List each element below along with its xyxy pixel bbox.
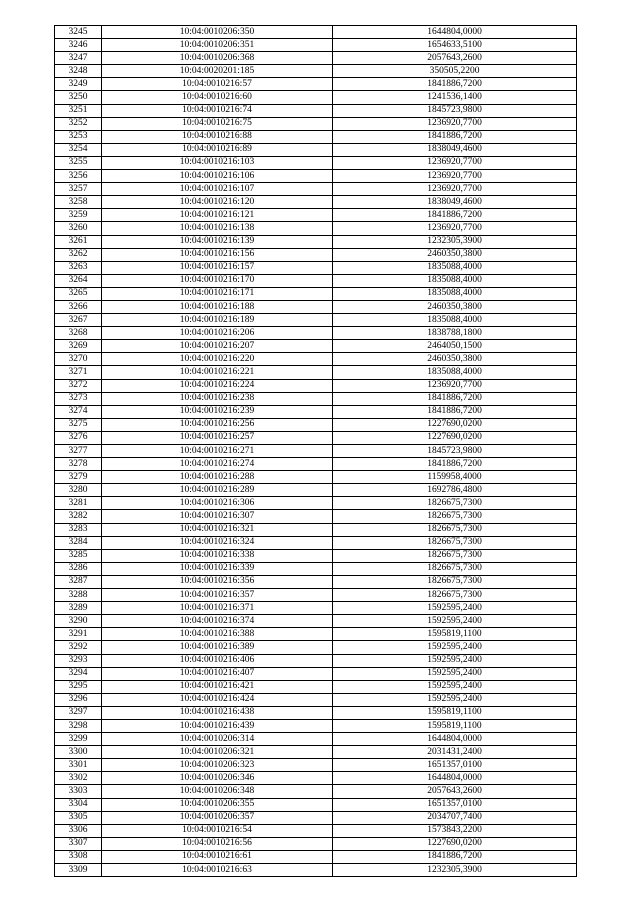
table-row — [55, 117, 577, 130]
cadastral-number-cell: 10:04:0010216:424 — [102, 693, 333, 706]
table-row — [55, 379, 577, 392]
cadastral-number-cell: 10:04:0010216:321 — [102, 523, 333, 536]
cadastral-value-cell: 1236920,7700 — [333, 222, 577, 235]
table-row — [55, 274, 577, 287]
row-number-cell: 3252 — [55, 117, 102, 130]
cadastral-value-cell: 1595819,1100 — [333, 719, 577, 732]
row-number-cell: 3295 — [55, 680, 102, 693]
row-number-cell: 3296 — [55, 693, 102, 706]
row-number-cell: 3292 — [55, 641, 102, 654]
cadastral-number-cell: 10:04:0010206:351 — [102, 39, 333, 52]
table-row — [55, 39, 577, 52]
row-number-cell: 3258 — [55, 196, 102, 209]
row-number-cell: 3272 — [55, 379, 102, 392]
cadastral-number-cell: 10:04:0010216:170 — [102, 274, 333, 287]
row-number-cell: 3279 — [55, 471, 102, 484]
table-row — [55, 130, 577, 143]
table-row — [55, 78, 577, 91]
row-number-cell: 3257 — [55, 183, 102, 196]
cadastral-value-cell: 1592595,2400 — [333, 680, 577, 693]
cadastral-number-cell: 10:04:0010216:271 — [102, 445, 333, 458]
cadastral-number-cell: 10:04:0010206:346 — [102, 772, 333, 785]
cadastral-value-cell: 1845723,9800 — [333, 445, 577, 458]
cadastral-value-cell: 1592595,2400 — [333, 615, 577, 628]
row-number-cell: 3276 — [55, 431, 102, 444]
table-row — [55, 772, 577, 785]
row-number-cell: 3303 — [55, 785, 102, 798]
cadastral-number-cell: 10:04:0010216:388 — [102, 628, 333, 641]
table-row — [55, 209, 577, 222]
table-row — [55, 850, 577, 863]
row-number-cell: 3286 — [55, 562, 102, 575]
table-row — [55, 156, 577, 169]
cadastral-number-cell: 10:04:0010216:356 — [102, 575, 333, 588]
row-number-cell: 3298 — [55, 719, 102, 732]
table-row — [55, 65, 577, 78]
cadastral-number-cell: 10:04:0010216:374 — [102, 615, 333, 628]
cadastral-value-cell: 1841886,7200 — [333, 209, 577, 222]
cadastral-number-cell: 10:04:0010216:89 — [102, 143, 333, 156]
cadastral-value-cell: 1227690,0200 — [333, 431, 577, 444]
cadastral-number-cell: 10:04:0010216:206 — [102, 327, 333, 340]
table-row — [55, 104, 577, 117]
cadastral-number-cell: 10:04:0010216:156 — [102, 248, 333, 261]
table-row — [55, 183, 577, 196]
table-row — [55, 261, 577, 274]
table-row — [55, 418, 577, 431]
cadastral-number-cell: 10:04:0010216:288 — [102, 471, 333, 484]
cadastral-value-cell: 2460350,3800 — [333, 353, 577, 366]
cadastral-value-cell: 1592595,2400 — [333, 602, 577, 615]
table-row — [55, 471, 577, 484]
row-number-cell: 3277 — [55, 445, 102, 458]
cadastral-number-cell: 10:04:0010216:103 — [102, 156, 333, 169]
table-row — [55, 785, 577, 798]
table-row — [55, 287, 577, 300]
table-row — [55, 811, 577, 824]
table-row — [55, 497, 577, 510]
row-number-cell: 3245 — [55, 26, 102, 39]
cadastral-number-cell: 10:04:0010216:88 — [102, 130, 333, 143]
table-row — [55, 824, 577, 837]
cadastral-value-cell: 1835088,4000 — [333, 287, 577, 300]
cadastral-value-cell: 1236920,7700 — [333, 379, 577, 392]
cadastral-value-cell: 1236920,7700 — [333, 183, 577, 196]
cadastral-number-cell: 10:04:0010216:389 — [102, 641, 333, 654]
cadastral-number-cell: 10:04:0010216:57 — [102, 78, 333, 91]
cadastral-number-cell: 10:04:0010216:106 — [102, 170, 333, 183]
table-row — [55, 602, 577, 615]
table-row — [55, 641, 577, 654]
cadastral-number-cell: 10:04:0010216:307 — [102, 510, 333, 523]
row-number-cell: 3282 — [55, 510, 102, 523]
document-page — [54, 25, 576, 877]
row-number-cell: 3284 — [55, 536, 102, 549]
table-row — [55, 405, 577, 418]
table-row — [55, 706, 577, 719]
cadastral-number-cell: 10:04:0010216:189 — [102, 314, 333, 327]
cadastral-number-cell: 10:04:0010216:438 — [102, 706, 333, 719]
cadastral-number-cell: 10:04:0010216:121 — [102, 209, 333, 222]
table-row — [55, 170, 577, 183]
cadastral-value-cell: 1826675,7300 — [333, 589, 577, 602]
cadastral-number-cell: 10:04:0010216:257 — [102, 431, 333, 444]
cadastral-number-cell: 10:04:0010216:339 — [102, 562, 333, 575]
row-number-cell: 3281 — [55, 497, 102, 510]
cadastral-value-cell: 1841886,7200 — [333, 392, 577, 405]
cadastral-number-cell: 10:04:0010216:54 — [102, 824, 333, 837]
cadastral-value-cell: 1232305,3900 — [333, 235, 577, 248]
table-row — [55, 366, 577, 379]
cadastral-value-cell: 1592595,2400 — [333, 667, 577, 680]
row-number-cell: 3270 — [55, 353, 102, 366]
row-number-cell: 3265 — [55, 287, 102, 300]
cadastral-value-cell: 1241536,1400 — [333, 91, 577, 104]
cadastral-number-cell: 10:04:0010216:107 — [102, 183, 333, 196]
cadastral-number-cell: 10:04:0010216:63 — [102, 864, 333, 877]
cadastral-value-cell: 1159958,4000 — [333, 471, 577, 484]
cadastral-value-cell: 1654633,5100 — [333, 39, 577, 52]
table-row — [55, 143, 577, 156]
row-number-cell: 3268 — [55, 327, 102, 340]
cadastral-number-cell: 10:04:0010216:338 — [102, 549, 333, 562]
cadastral-number-cell: 10:04:0010216:74 — [102, 104, 333, 117]
cadastral-value-cell: 1227690,0200 — [333, 837, 577, 850]
table-row — [55, 248, 577, 261]
cadastral-value-cell: 1826675,7300 — [333, 497, 577, 510]
cadastral-number-cell: 10:04:0010216:357 — [102, 589, 333, 602]
row-number-cell: 3288 — [55, 589, 102, 602]
cadastral-number-cell: 10:04:0010216:157 — [102, 261, 333, 274]
cadastral-number-cell: 10:04:0010216:439 — [102, 719, 333, 732]
cadastral-value-cell: 350505,2200 — [333, 65, 577, 78]
cadastral-number-cell: 10:04:0010206:368 — [102, 52, 333, 65]
row-number-cell: 3249 — [55, 78, 102, 91]
row-number-cell: 3283 — [55, 523, 102, 536]
table-row — [55, 327, 577, 340]
cadastral-number-cell: 10:04:0010206:348 — [102, 785, 333, 798]
row-number-cell: 3262 — [55, 248, 102, 261]
row-number-cell: 3261 — [55, 235, 102, 248]
cadastral-value-cell: 1236920,7700 — [333, 170, 577, 183]
table-row — [55, 693, 577, 706]
row-number-cell: 3275 — [55, 418, 102, 431]
table-row — [55, 52, 577, 65]
cadastral-value-cell: 1595819,1100 — [333, 628, 577, 641]
table-row — [55, 536, 577, 549]
table-row — [55, 26, 577, 39]
cadastral-number-cell: 10:04:0010216:56 — [102, 837, 333, 850]
cadastral-value-cell: 1573843,2200 — [333, 824, 577, 837]
row-number-cell: 3289 — [55, 602, 102, 615]
cadastral-value-cell: 1835088,4000 — [333, 314, 577, 327]
cadastral-value-cell: 1845723,9800 — [333, 104, 577, 117]
table-row — [55, 300, 577, 313]
cadastral-value-cell: 1227690,0200 — [333, 418, 577, 431]
cadastral-number-cell: 10:04:0010216:120 — [102, 196, 333, 209]
cadastral-number-cell: 10:04:0010206:350 — [102, 26, 333, 39]
cadastral-value-cell: 1826675,7300 — [333, 536, 577, 549]
row-number-cell: 3263 — [55, 261, 102, 274]
row-number-cell: 3294 — [55, 667, 102, 680]
table-row — [55, 837, 577, 850]
cadastral-value-cell: 2460350,3800 — [333, 300, 577, 313]
cadastral-value-cell: 2460350,3800 — [333, 248, 577, 261]
cadastral-number-cell: 10:04:0010216:224 — [102, 379, 333, 392]
cadastral-value-cell: 1838049,4600 — [333, 143, 577, 156]
cadastral-value-cell: 2034707,7400 — [333, 811, 577, 824]
row-number-cell: 3260 — [55, 222, 102, 235]
row-number-cell: 3259 — [55, 209, 102, 222]
cadastral-number-cell: 10:04:0010216:306 — [102, 497, 333, 510]
cadastral-number-cell: 10:04:0010216:139 — [102, 235, 333, 248]
row-number-cell: 3299 — [55, 733, 102, 746]
cadastral-value-cell: 1592595,2400 — [333, 693, 577, 706]
row-number-cell: 3266 — [55, 300, 102, 313]
cadastral-value-cell: 2031431,2400 — [333, 746, 577, 759]
table-row — [55, 484, 577, 497]
row-number-cell: 3248 — [55, 65, 102, 78]
cadastral-value-cell: 1592595,2400 — [333, 654, 577, 667]
cadastral-value-cell: 1595819,1100 — [333, 706, 577, 719]
row-number-cell: 3301 — [55, 759, 102, 772]
table-row — [55, 314, 577, 327]
cadastral-number-cell: 10:04:0010216:371 — [102, 602, 333, 615]
cadastral-value-cell: 1841886,7200 — [333, 850, 577, 863]
table-row — [55, 589, 577, 602]
row-number-cell: 3269 — [55, 340, 102, 353]
cadastral-number-cell: 10:04:0010216:421 — [102, 680, 333, 693]
cadastral-number-cell: 10:04:0010216:188 — [102, 300, 333, 313]
table-row — [55, 759, 577, 772]
row-number-cell: 3271 — [55, 366, 102, 379]
cadastral-value-cell: 1236920,7700 — [333, 117, 577, 130]
cadastral-value-cell: 1838788,1800 — [333, 327, 577, 340]
row-number-cell: 3264 — [55, 274, 102, 287]
cadastral-number-cell: 10:04:0010216:238 — [102, 392, 333, 405]
cadastral-number-cell: 10:04:0010206:323 — [102, 759, 333, 772]
row-number-cell: 3280 — [55, 484, 102, 497]
row-number-cell: 3291 — [55, 628, 102, 641]
cadastral-number-cell: 10:04:0010206:314 — [102, 733, 333, 746]
cadastral-value-cell: 1644804,0000 — [333, 772, 577, 785]
row-number-cell: 3256 — [55, 170, 102, 183]
cadastral-value-cell: 1841886,7200 — [333, 78, 577, 91]
table-row — [55, 392, 577, 405]
cadastral-number-cell: 10:04:0010216:274 — [102, 458, 333, 471]
cadastral-number-cell: 10:04:0010216:324 — [102, 536, 333, 549]
table-row — [55, 575, 577, 588]
row-number-cell: 3253 — [55, 130, 102, 143]
cadastral-number-cell: 10:04:0010216:256 — [102, 418, 333, 431]
cadastral-value-cell: 1651357,0100 — [333, 759, 577, 772]
row-number-cell: 3293 — [55, 654, 102, 667]
cadastral-value-table — [54, 25, 577, 877]
cadastral-number-cell: 10:04:0010216:289 — [102, 484, 333, 497]
table-row — [55, 431, 577, 444]
row-number-cell: 3250 — [55, 91, 102, 104]
table-row — [55, 628, 577, 641]
row-number-cell: 3305 — [55, 811, 102, 824]
table-row — [55, 235, 577, 248]
table-row — [55, 654, 577, 667]
table-row — [55, 615, 577, 628]
table-row — [55, 864, 577, 877]
row-number-cell: 3274 — [55, 405, 102, 418]
row-number-cell: 3308 — [55, 850, 102, 863]
row-number-cell: 3306 — [55, 824, 102, 837]
cadastral-value-cell: 1236920,7700 — [333, 156, 577, 169]
cadastral-value-cell: 1841886,7200 — [333, 405, 577, 418]
cadastral-number-cell: 10:04:0010216:61 — [102, 850, 333, 863]
row-number-cell: 3307 — [55, 837, 102, 850]
table-row — [55, 719, 577, 732]
cadastral-number-cell: 10:04:0010216:138 — [102, 222, 333, 235]
row-number-cell: 3246 — [55, 39, 102, 52]
row-number-cell: 3254 — [55, 143, 102, 156]
cadastral-value-cell: 1644804,0000 — [333, 26, 577, 39]
cadastral-value-cell: 1835088,4000 — [333, 261, 577, 274]
row-number-cell: 3287 — [55, 575, 102, 588]
table-row — [55, 340, 577, 353]
row-number-cell: 3267 — [55, 314, 102, 327]
cadastral-value-cell: 1592595,2400 — [333, 641, 577, 654]
table-row — [55, 746, 577, 759]
table-row — [55, 523, 577, 536]
cadastral-value-cell: 1692786,4800 — [333, 484, 577, 497]
row-number-cell: 3309 — [55, 864, 102, 877]
cadastral-value-cell: 1838049,4600 — [333, 196, 577, 209]
cadastral-number-cell: 10:04:0010216:407 — [102, 667, 333, 680]
cadastral-number-cell: 10:04:0010216:220 — [102, 353, 333, 366]
table-row — [55, 353, 577, 366]
table-row — [55, 798, 577, 811]
cadastral-number-cell: 10:04:0010216:60 — [102, 91, 333, 104]
row-number-cell: 3278 — [55, 458, 102, 471]
cadastral-value-cell: 1826675,7300 — [333, 575, 577, 588]
cadastral-number-cell: 10:04:0010216:239 — [102, 405, 333, 418]
cadastral-value-cell: 2057643,2600 — [333, 52, 577, 65]
cadastral-value-cell: 1826675,7300 — [333, 562, 577, 575]
row-number-cell: 3300 — [55, 746, 102, 759]
table-row — [55, 680, 577, 693]
row-number-cell: 3285 — [55, 549, 102, 562]
cadastral-number-cell: 10:04:0010206:321 — [102, 746, 333, 759]
cadastral-value-cell: 1841886,7200 — [333, 130, 577, 143]
cadastral-value-cell: 1826675,7300 — [333, 523, 577, 536]
cadastral-value-cell: 1232305,3900 — [333, 864, 577, 877]
cadastral-value-cell: 1826675,7300 — [333, 549, 577, 562]
row-number-cell: 3297 — [55, 706, 102, 719]
cadastral-value-cell: 1835088,4000 — [333, 366, 577, 379]
table-row — [55, 196, 577, 209]
cadastral-value-cell: 2464050,1500 — [333, 340, 577, 353]
cadastral-number-cell: 10:04:0020201:185 — [102, 65, 333, 78]
table-row — [55, 562, 577, 575]
table-row — [55, 458, 577, 471]
cadastral-number-cell: 10:04:0010216:221 — [102, 366, 333, 379]
table-row — [55, 549, 577, 562]
cadastral-number-cell: 10:04:0010216:406 — [102, 654, 333, 667]
cadastral-value-cell: 2057643,2600 — [333, 785, 577, 798]
row-number-cell: 3251 — [55, 104, 102, 117]
table-row — [55, 222, 577, 235]
cadastral-number-cell: 10:04:0010206:355 — [102, 798, 333, 811]
cadastral-number-cell: 10:04:0010216:75 — [102, 117, 333, 130]
table-row — [55, 91, 577, 104]
cadastral-value-cell: 1835088,4000 — [333, 274, 577, 287]
table-row — [55, 733, 577, 746]
table-row — [55, 510, 577, 523]
row-number-cell: 3255 — [55, 156, 102, 169]
table-row — [55, 667, 577, 680]
table-body — [55, 26, 577, 877]
cadastral-value-cell: 1651357,0100 — [333, 798, 577, 811]
row-number-cell: 3302 — [55, 772, 102, 785]
cadastral-number-cell: 10:04:0010216:207 — [102, 340, 333, 353]
row-number-cell: 3290 — [55, 615, 102, 628]
cadastral-value-cell: 1841886,7200 — [333, 458, 577, 471]
table-row — [55, 445, 577, 458]
row-number-cell: 3273 — [55, 392, 102, 405]
cadastral-value-cell: 1644804,0000 — [333, 733, 577, 746]
cadastral-number-cell: 10:04:0010206:357 — [102, 811, 333, 824]
row-number-cell: 3304 — [55, 798, 102, 811]
cadastral-number-cell: 10:04:0010216:171 — [102, 287, 333, 300]
cadastral-value-cell: 1826675,7300 — [333, 510, 577, 523]
row-number-cell: 3247 — [55, 52, 102, 65]
